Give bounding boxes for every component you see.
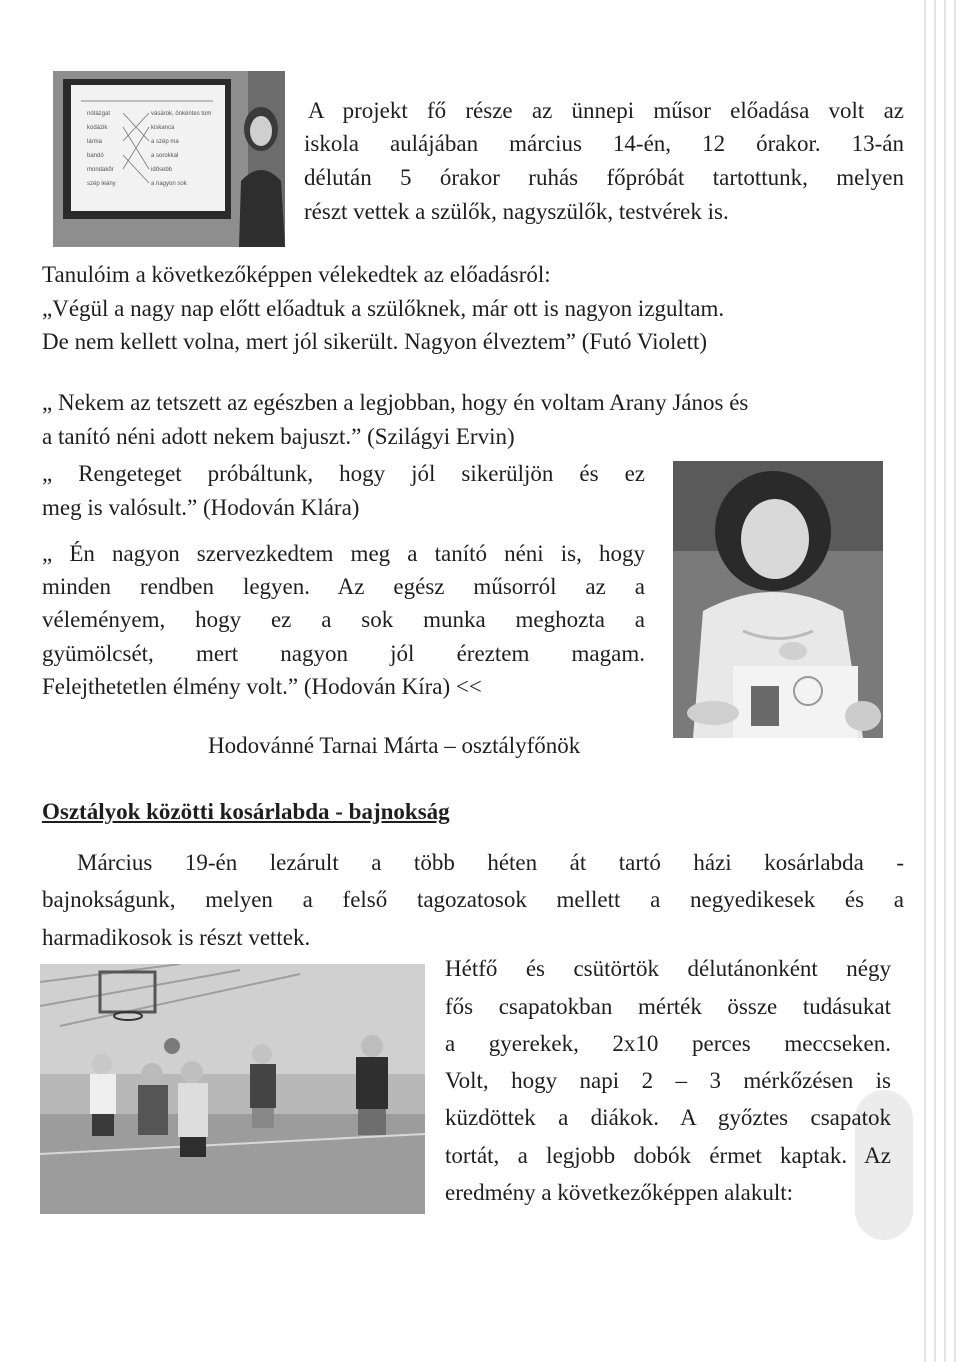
craft-girl-photo-image — [673, 461, 883, 738]
basketball-para2: tortát, a legjobb dobók érmet kaptak. Az — [445, 1143, 891, 1168]
right-edge-stripes — [920, 0, 960, 1362]
board-word-left: mondakőr — [87, 167, 114, 173]
board-word-left: bandó — [87, 153, 104, 159]
basketball-photo — [40, 964, 425, 1214]
craft-girl-photo — [673, 461, 883, 738]
intro-line: délután 5 órakor ruhás főpróbát tartottunk, melyen — [304, 165, 904, 190]
girl-face — [250, 116, 272, 146]
section-heading: Osztályok közötti kosárlabda - bajnokság — [42, 799, 450, 824]
quote-violett: De nem kellett volna, mert jól sikerült. Nagyon élveztem” (Futó Violett) — [42, 329, 708, 354]
board-word-left: nótázgat — [87, 111, 111, 117]
quote-kira: gyümölcsét, mert nagyon jól éreztem magam. — [42, 641, 645, 666]
basketball-para2: Volt, hogy napi 2 – 3 mérkőzésen is — [445, 1068, 891, 1093]
board-word-right: kiskanca — [151, 125, 175, 131]
ball — [164, 1038, 180, 1054]
whiteboard-photo — [53, 71, 285, 247]
intro-line: A projekt fő része az ünnepi műsor előadása volt az — [308, 98, 904, 123]
basketball-para2: a gyerekek, 2x10 perces meccseken. — [445, 1031, 891, 1056]
board-word-left: kodázik — [87, 125, 108, 131]
basketball-para1: Március 19-én lezárult a több héten át tartó házi kosárlabda - — [77, 850, 904, 875]
quote-violett: „Végül a nagy nap előtt előadtuk a szülőknek, már ott is nagyon izgultam. — [42, 296, 725, 321]
opinions-lead: Tanulóim a következőképpen vélekedtek az előadásról: — [42, 262, 551, 287]
quote-ervin: a tanító néni adott nekem bajuszt.” (Szilágyi Ervin) — [42, 424, 515, 449]
quote-kira: „ Én nagyon szervezkedtem meg a tanító néni is, hogy — [42, 541, 645, 566]
board-word-left: lárma — [87, 139, 103, 145]
quote-klara: meg is valósult.” (Hodován Klára) — [42, 495, 360, 520]
basketball-para2: fős csapatokban mérték össze tudásukat — [445, 994, 891, 1019]
board-word-right: vásárok, önkéntes tom — [151, 111, 212, 117]
board-screen — [71, 85, 225, 211]
intro-line: részt vettek a szülők, nagyszülők, testvérek is. — [304, 199, 729, 224]
girl-face — [741, 499, 809, 579]
board-word-right: a sorokkal — [151, 153, 179, 159]
whiteboard-photo-image — [53, 71, 285, 247]
basketball-photo-image — [40, 964, 425, 1214]
quote-kira: minden rendben legyen. Az egész műsorról az a — [42, 574, 645, 599]
basketball-para2: küzdöttek a diákok. A győztes csapatok — [445, 1105, 891, 1130]
quote-klara: „ Rengeteget próbáltunk, hogy jól sikerüljön és ez — [42, 461, 645, 486]
board-word-right: a szép ma — [151, 139, 179, 145]
board-word-left: szép leány — [87, 181, 116, 187]
basketball-para1: bajnokságunk, melyen a felső tagozatosok mellett a negyedikesek és a — [42, 887, 904, 912]
girl-body — [239, 170, 285, 247]
basketball-para2: Hétfő és csütörtök délutánonként négy — [445, 956, 891, 981]
signature: Hodovánné Tarnai Márta – osztályfőnök — [208, 733, 581, 758]
hands — [779, 642, 807, 660]
board-word-right: idősebb — [151, 167, 173, 173]
quote-kira: Felejthetetlen élmény volt.” (Hodován Kíra) << — [42, 674, 482, 699]
basketball-para2: eredmény a következőképpen alakult: — [445, 1180, 794, 1205]
intro-line: iskola aulájában március 14-én, 12 órakor. 13-án — [304, 131, 904, 156]
basketball-para1: harmadikosok is részt vettek. — [42, 925, 311, 950]
board-word-right: a nagyon sok — [151, 181, 187, 187]
quote-kira: véleményem, hogy ez a sok munka meghozta a — [42, 607, 645, 632]
quote-ervin: „ Nekem az tetszett az egészben a legjobban, hogy én voltam Arany János és — [42, 390, 749, 415]
